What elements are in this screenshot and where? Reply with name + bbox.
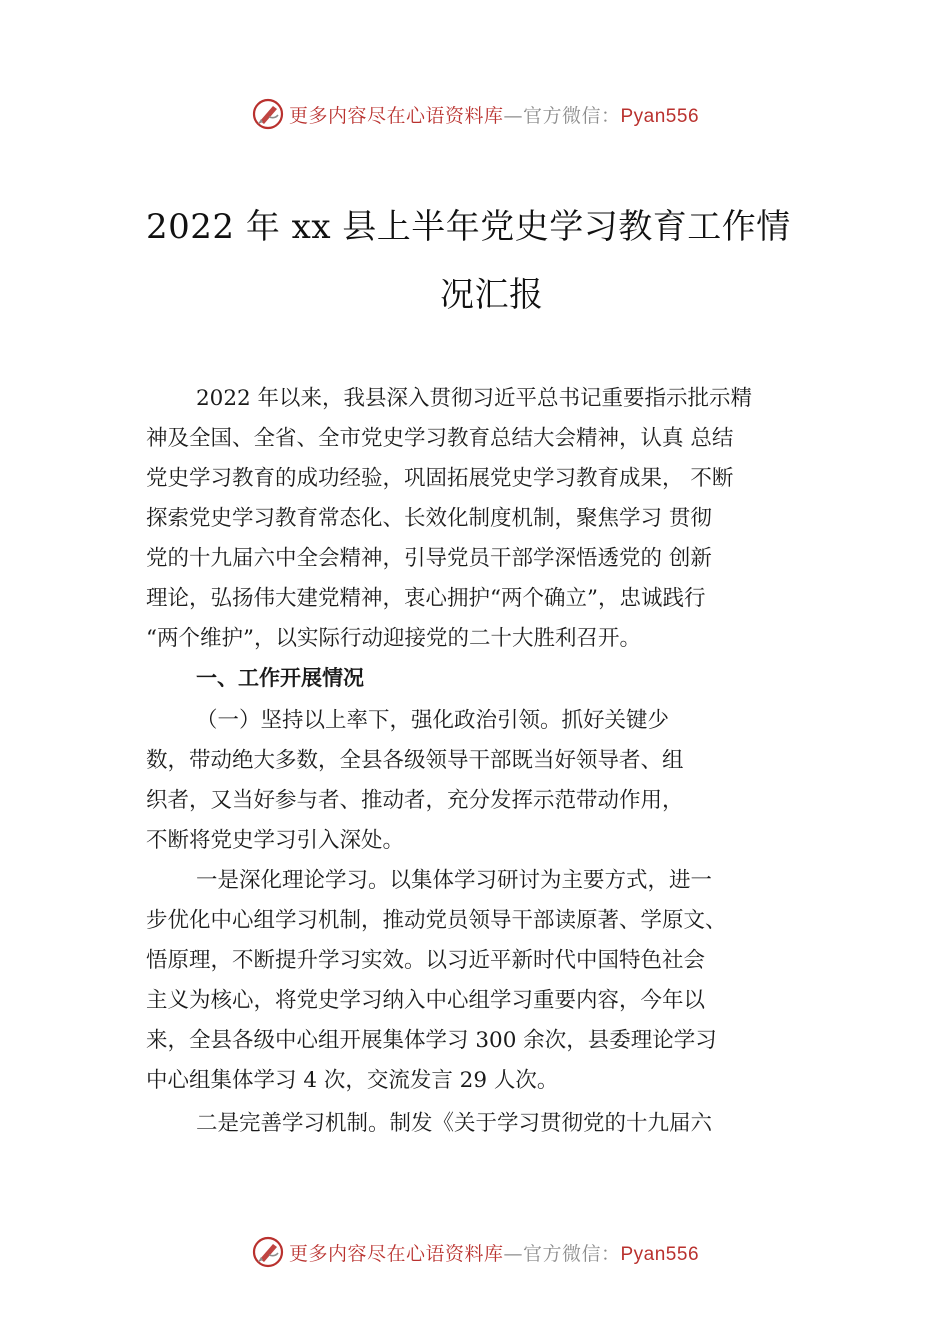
paragraph-2-line: 数，带动绝大多数，全县各级领导干部既当好领导者、组: [146, 748, 684, 773]
paragraph-3-line: 来，全县各级中心组开展集体学习 300 余次，县委理论学习: [146, 1028, 717, 1053]
paragraph-1-line: 理论，弘扬伟大建党精神，衷心拥护“两个确立”，忠诚践行: [146, 586, 706, 611]
brand-logo-icon: [251, 97, 285, 131]
paragraph-1-line: 神及全国、全省、全市党史学习教育总结大会精神，认真 总结: [146, 426, 734, 451]
watermark-wechat-id: Pyan556: [620, 1243, 700, 1265]
paragraph-2-line: （一）坚持以上率下，强化政治引领。抓好关键少: [196, 708, 670, 733]
paragraph-1-line: 2022 年以来，我县深入贯彻习近平总书记重要指示批示精: [196, 386, 753, 411]
watermark-wechat-label: 官方微信：: [522, 104, 621, 127]
watermark-dash: —: [503, 1242, 523, 1265]
paragraph-1-line: 党的十九届六中全会精神，引导党员干部学深悟透党的 创新: [146, 546, 712, 571]
paragraph-2-line: 不断将党史学习引入深处。: [146, 828, 405, 853]
watermark-text: [289, 1239, 699, 1266]
paragraph-3-line: 悟原理，不断提升学习实效。以习近平新时代中国特色社会: [146, 948, 706, 973]
paragraph-1-line: 党史学习教育的成功经验，巩固拓展党史学习教育成果， 不断: [146, 466, 734, 491]
watermark-wechat-label: 官方微信：: [522, 1242, 621, 1265]
watermark-text: [289, 101, 699, 128]
paragraph-1-line: “两个维护”，以实际行动迎接党的二十大胜利召开。: [146, 626, 641, 651]
paragraph-3-line: 步优化中心组学习机制，推动党员领导干部读原著、学原文、: [146, 908, 727, 933]
paragraph-1-line: 探索党史学习教育常态化、长效化制度机制，聚焦学习 贯彻: [146, 506, 712, 531]
watermark-banner-top: [0, 94, 950, 134]
watermark-wechat-id: Pyan556: [620, 105, 700, 127]
watermark-banner-bottom: [0, 1232, 950, 1272]
paragraph-3-line: 主义为核心，将党史学习纳入中心组学习重要内容，今年以: [146, 988, 706, 1013]
section-heading: 一、工作开展情况: [196, 666, 364, 690]
paragraph-4-line: 二是完善学习机制。制发《关于学习贯彻党的十九届六: [196, 1111, 713, 1136]
brand-logo-icon: [251, 1235, 285, 1269]
watermark-dash: —: [503, 104, 523, 127]
document-title-line-1: 2022 年 xx 县上半年党史学习教育工作情: [146, 207, 791, 247]
watermark-site: 更多内容尽在心语资料库: [288, 1242, 504, 1265]
document-title-line-2: 况汇报: [440, 275, 544, 315]
paragraph-3-line: 一是深化理论学习。以集体学习研讨为主要方式，进一: [196, 868, 713, 893]
paragraph-3-line: 中心组集体学习 4 次，交流发言 29 人次。: [146, 1068, 559, 1093]
watermark-site: 更多内容尽在心语资料库: [288, 104, 504, 127]
paragraph-2-line: 织者，又当好参与者、推动者，充分发挥示范带动作用，: [146, 788, 684, 813]
